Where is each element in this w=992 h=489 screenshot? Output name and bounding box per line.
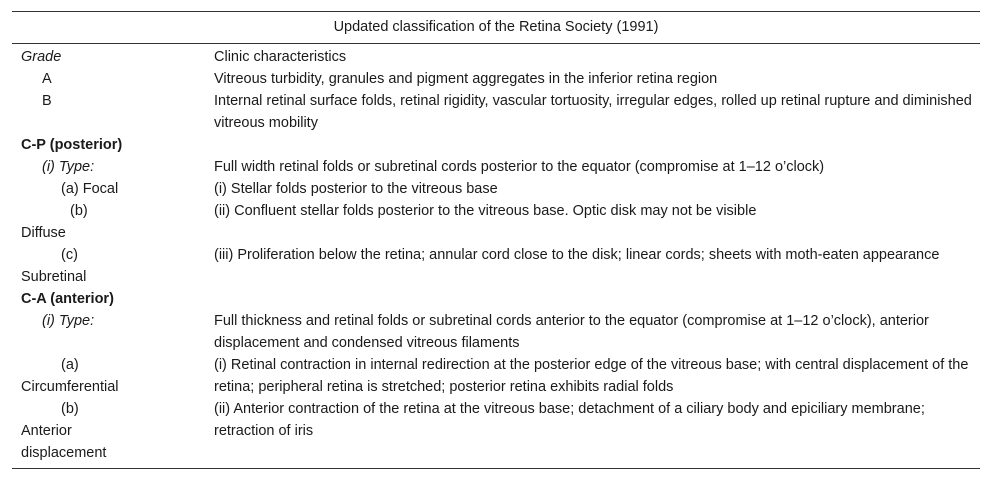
grade-cell: B [42,93,52,109]
grade-cell [12,354,214,398]
grade-cell-line: Circumferential [21,379,119,395]
desc-cell [214,288,980,310]
table-body [12,46,980,468]
grade-cell-line: (b) [61,401,79,417]
grade-cell [12,244,214,288]
desc-cell [214,134,980,156]
grade-cell [12,398,214,468]
grade-cell: (i) Type: [42,159,95,175]
grade-cell-line: (b) [70,203,88,219]
grade-cell-line: Diffuse [21,225,66,241]
desc-cell: Full thickness and retinal folds or subretinal cords anterior to the equator (compromise at 1–12 o’clock), anterior displacement and condensed vitreous filaments [214,313,929,351]
desc-cell: (iii) Proliferation below the retina; annular cord close to the disk; linear cords; sheets with moth-eaten appearance [214,247,940,263]
table-row [12,90,980,134]
table-row [12,178,980,200]
section-row [12,134,980,156]
section-heading: C-P (posterior) [21,137,123,153]
desc-cell: Internal retinal surface folds, retinal rigidity, vascular tortuosity, irregular edges, rolled up retinal rupture and diminished vitreous mobility [214,93,972,131]
desc-cell: Vitreous turbidity, granules and pigment aggregates in the inferior retina region [214,71,718,87]
grade-cell: (a) Focal [61,181,119,197]
table-caption: Updated classification of the Retina Society (1991) [12,12,980,44]
grade-cell-line: Subretinal [21,269,87,285]
table-row [12,68,980,90]
classification-table [12,11,980,469]
desc-cell: (ii) Confluent stellar folds posterior to the vitreous base. Optic disk may not be visible [214,203,757,219]
desc-cell: (i) Stellar folds posterior to the vitreous base [214,181,498,197]
grade-cell-line: (a) [61,357,79,373]
table-row [12,200,980,244]
header-row [12,46,980,68]
grade-cell-line: (c) [61,247,78,263]
desc-cell: (i) Retinal contraction in internal redirection at the posterior edge of the vitreous base; with central displacement of the retina; peripheral retina is stretched; posterior retina exhibits radial folds [214,357,969,395]
header-grade: Grade [21,49,62,65]
table-row [12,354,980,398]
section-heading: C-A (anterior) [21,291,114,307]
grade-cell-line: displacement [21,445,107,461]
grade-cell-line: Anterior [21,423,72,439]
desc-cell: Full width retinal folds or subretinal cords posterior to the equator (compromise at 1–12 o’clock) [214,159,825,175]
table-row [12,398,980,468]
table-row [12,310,980,354]
table-row [12,156,980,178]
grade-cell [12,200,214,244]
section-row [12,288,980,310]
desc-cell: (ii) Anterior contraction of the retina at the vitreous base; detachment of a ciliary body and epiciliary membrane; retraction of iris [214,401,925,439]
grade-cell: A [42,71,52,87]
grade-cell: (i) Type: [42,313,95,329]
table-row [12,244,980,288]
header-characteristics: Clinic characteristics [214,49,347,65]
